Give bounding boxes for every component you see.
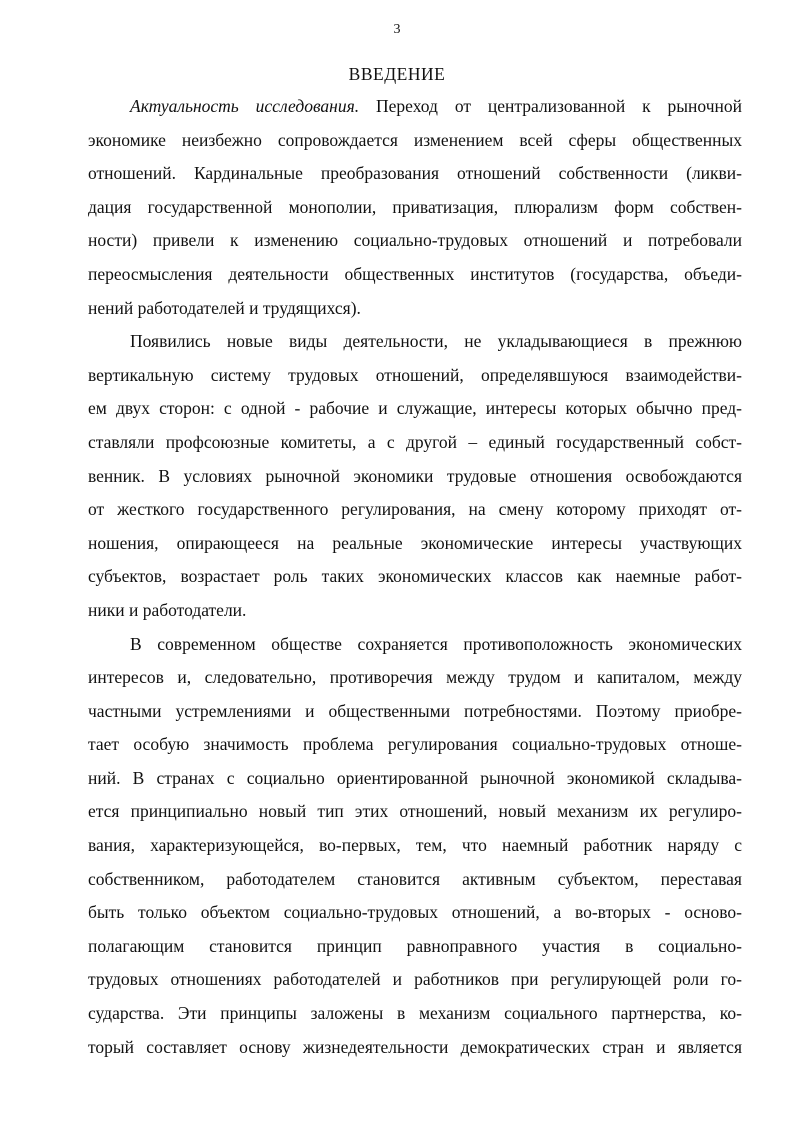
text-line: ники и работодатели. [88, 599, 247, 620]
text-line: от жесткого государственного регулирования, на смену которому приходят от- [88, 499, 742, 520]
body-text [88, 90, 742, 1064]
text-line: тает особую значимость проблема регулирования социально-трудовых отноше- [88, 734, 742, 755]
text-line: собственником, работодателем становится активным субъектом, переставая [88, 868, 742, 889]
text-line [88, 90, 742, 124]
text-line: быть только объектом социально-трудовых отношений, а во-вторых - осново- [88, 902, 742, 923]
text-line: вания, характеризующейся, во-первых, тем, что наемный работник наряду с [88, 835, 742, 856]
paragraph-1 [88, 90, 742, 325]
text-line: ности) привели к изменению социально-трудовых отношений и потребовали [88, 230, 742, 251]
text-line: интересов и, следовательно, противоречия между трудом и капиталом, между [88, 667, 742, 688]
text-line: ется принципиально новый тип этих отношений, новый механизм их регулиро- [88, 801, 742, 822]
text-line: ставляли профсоюзные комитеты, а с другой – единый государственный собст- [88, 431, 742, 452]
text-line: вертикальную систему трудовых отношений, определявшуюся взаимодействи- [88, 364, 742, 385]
text-line: экономике неизбежно сопровождается изменением всей сферы общественных [88, 129, 742, 150]
paragraph-2 [88, 325, 742, 627]
text-line: трудовых отношениях работодателей и работников при регулирующей роли го- [88, 969, 742, 990]
text-line: частными устремлениями и общественными потребностями. Поэтому приобре- [88, 700, 742, 721]
text-line: отношений. Кардинальные преобразования отношений собственности (ликви- [88, 163, 742, 184]
text-line: субъектов, возрастает роль таких экономических классов как наемные работ- [88, 566, 742, 587]
page-number: 3 [393, 22, 401, 37]
lead-italic: Актуальность исследования. [130, 96, 360, 116]
text-line: ем двух сторон: с одной - рабочие и служащие, интересы которых обычно пред- [88, 398, 742, 419]
paragraph-3 [88, 628, 742, 1065]
text-line: переосмысления деятельности общественных институтов (государства, объеди- [88, 263, 742, 284]
text-line: Появились новые виды деятельности, не укладывающиеся в прежнюю [130, 331, 742, 352]
text-line: полагающим становится принцип равноправного участия в социально- [88, 935, 742, 956]
text-line: В современном обществе сохраняется противоположность экономических [130, 633, 742, 654]
line-rest: Переход от централизованной к рыночной [359, 96, 742, 116]
section-heading: ВВЕДЕНИЕ [348, 64, 446, 84]
text-line: нений работодателей и трудящихся). [88, 297, 361, 318]
text-line: торый составляет основу жизнедеятельности демократических стран и является [88, 1036, 742, 1057]
text-line: дация государственной монополии, приватизация, плюрализм форм собствен- [88, 196, 742, 217]
text-line: сударства. Эти принципы заложены в механизм социального партнерства, ко- [88, 1003, 742, 1024]
text-line: ношения, опирающееся на реальные экономические интересы участвующих [88, 532, 742, 553]
text-line: ний. В странах с социально ориентированной рыночной экономикой складыва- [88, 767, 742, 788]
text-line: венник. В условиях рыночной экономики трудовые отношения освобождаются [88, 465, 742, 486]
